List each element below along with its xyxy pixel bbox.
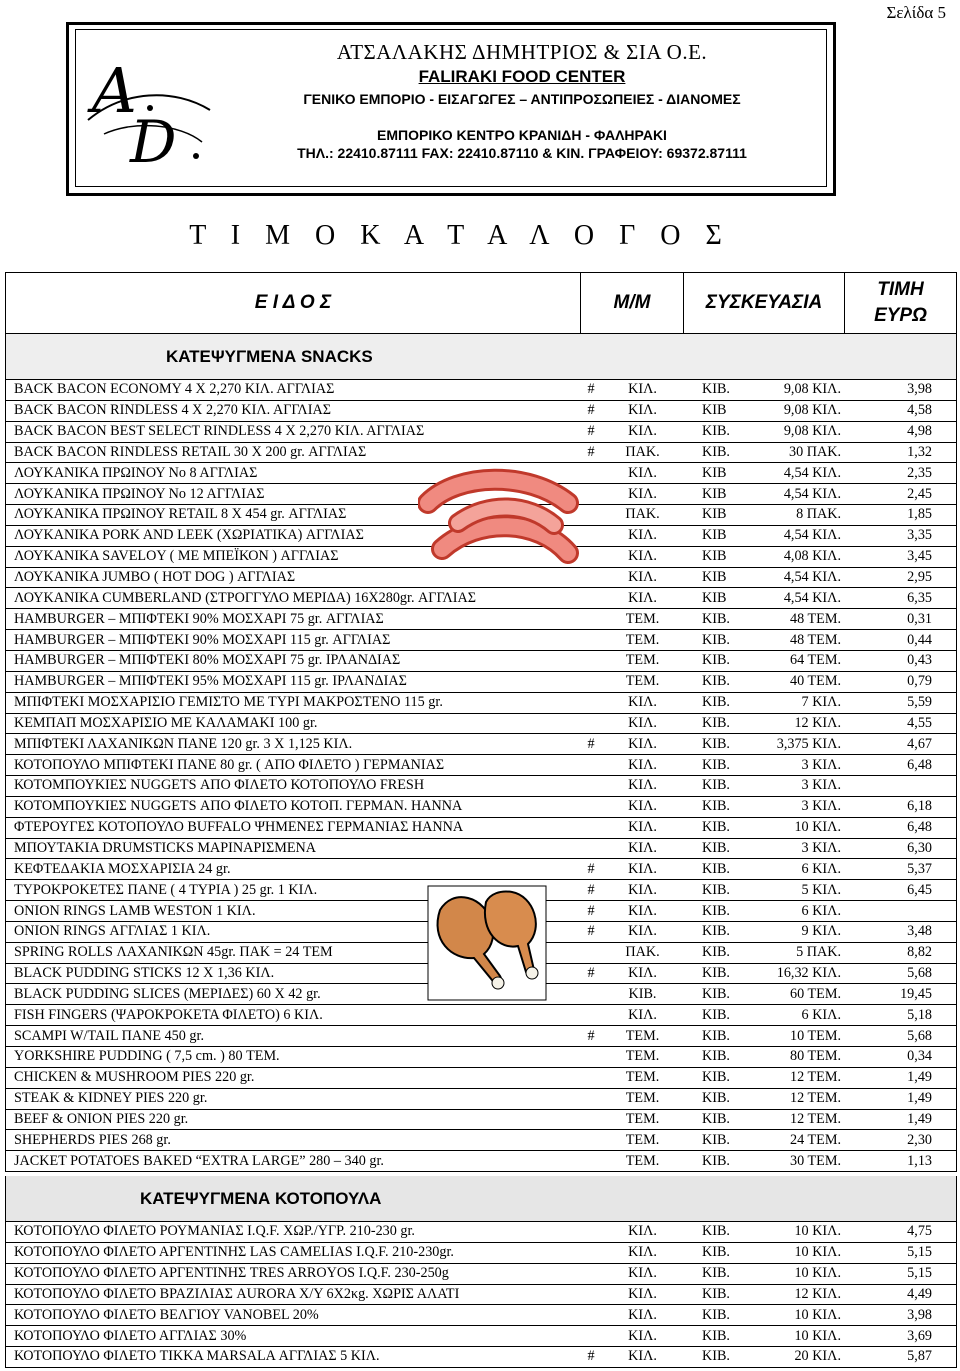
item-description: SHEPHERDS PIES 268 gr.	[14, 1131, 171, 1148]
item-unit: ΚΙΛ.	[628, 965, 657, 982]
item-package: ΚΙΒ.	[702, 965, 730, 982]
table-row	[5, 1222, 957, 1243]
item-package: ΚΙΒ.	[702, 944, 730, 961]
item-package: ΚΙΒ.	[702, 714, 730, 731]
item-quantity: 10 ΚΙΛ.	[794, 1306, 841, 1323]
item-unit: ΚΙΛ.	[628, 548, 657, 565]
item-package: ΚΙΒ	[702, 589, 727, 606]
item-package: ΚΙΒ.	[702, 694, 730, 711]
item-price: 5,68	[907, 1027, 932, 1044]
item-quantity: 4,54 ΚΙΛ.	[783, 569, 841, 586]
item-description: ΛΟΥΚΑΝΙΚΑ ΠΡΩΙΝΟΥ Νο 12 ΑΓΓΛΙΑΣ	[14, 485, 265, 502]
item-unit: ΚΙΛ.	[628, 1223, 657, 1240]
table-row	[5, 443, 957, 464]
item-price: 2,45	[907, 485, 932, 502]
item-description: ΛΟΥΚΑΝΙΚΑ ΠΡΩΙΝΟΥ RETAIL 8 X 454 gr. ΑΓΓΛΙΑΣ	[14, 506, 347, 523]
item-price: 2,30	[907, 1131, 932, 1148]
item-unit: ΤΕΜ.	[625, 1048, 660, 1065]
item-package: ΚΙΒ.	[702, 985, 730, 1002]
item-price: 19,45	[900, 985, 932, 1002]
item-package: ΚΙΒ.	[702, 881, 730, 898]
item-package: ΚΙΒ	[702, 569, 727, 586]
item-description: FISH FINGERS (ΨΑΡΟΚΡΟΚΕΤΑ ΦΙΛΕΤΟ) 6 ΚΙΛ.	[14, 1006, 323, 1023]
item-package: ΚΙΒ.	[702, 1306, 730, 1323]
header-price-line1: ΤΙΜΗ	[877, 279, 924, 300]
item-price: 0,44	[907, 631, 932, 648]
item-quantity: 60 ΤΕΜ.	[790, 985, 841, 1002]
item-price: 4,55	[907, 714, 932, 731]
item-price: 0,43	[907, 652, 932, 669]
header-unit: Μ/Μ	[581, 273, 684, 333]
table-row	[5, 797, 957, 818]
table-row	[5, 1130, 957, 1151]
item-package: ΚΙΒ.	[702, 1152, 730, 1169]
item-quantity: 4,54 ΚΙΛ.	[783, 464, 841, 481]
table-row	[5, 1151, 957, 1172]
item-unit: ΤΕΜ.	[625, 1131, 660, 1148]
item-package: ΚΙΒ.	[702, 860, 730, 877]
item-unit: ΤΕΜ.	[625, 1090, 660, 1107]
item-description: BEEF & ONION PIES 220 gr.	[14, 1110, 189, 1127]
item-description: YORKSHIRE PUDDING ( 7,5 cm. ) 80 ΤΕΜ.	[14, 1048, 280, 1065]
item-quantity: 64 ΤΕΜ.	[790, 652, 841, 669]
shop-name: FALIRAKI FOOD CENTER	[418, 67, 626, 86]
item-unit: ΚΙΛ.	[628, 1006, 657, 1023]
item-price: 5,18	[907, 1006, 932, 1023]
item-quantity: 12 ΚΙΛ.	[794, 714, 841, 731]
item-quantity: 4,08 ΚΙΛ.	[783, 548, 841, 565]
item-unit: ΚΙΛ.	[628, 1348, 657, 1365]
company-header-inner	[75, 29, 827, 187]
item-description: BLACK PUDDING STICKS 12 X 1,36 ΚΙΛ.	[14, 965, 275, 982]
item-unit: ΚΙΛ.	[628, 1306, 657, 1323]
item-description: ΛΟΥΚΑΝΙΚΑ PORK AND LEEK (ΧΩΡΙΑΤΙΚΑ) ΑΓΓΛΙΑΣ	[14, 527, 364, 544]
item-price: 5,15	[907, 1244, 932, 1261]
company-logo	[84, 50, 214, 170]
section-title-chicken: ΚΑΤΕΨΥΓΜΕΝΑ ΚΟΤΟΠΟΥΛΑ	[5, 1176, 957, 1222]
item-package: ΚΙΒ.	[702, 423, 730, 440]
item-unit: ΚΙΛ.	[628, 714, 657, 731]
item-quantity: 6 ΚΙΛ.	[801, 860, 841, 877]
item-quantity: 12 ΤΕΜ.	[790, 1090, 841, 1107]
item-description: ΚΟΤΟΠΟΥΛΟ ΦΙΛΕΤΟ ΑΡΓΕΝΤΙΝΗΣ LAS CAMELIAS I.Q.F. 210-230gr.	[14, 1244, 454, 1261]
item-price: 6,18	[907, 798, 932, 815]
svg-text:A: A	[92, 54, 137, 127]
item-price: 3,45	[907, 548, 932, 565]
item-package: ΚΙΒ.	[702, 1090, 730, 1107]
item-package: ΚΙΒ.	[702, 777, 730, 794]
item-quantity: 16,32 ΚΙΛ.	[776, 965, 841, 982]
item-description: ΚΟΤΟΠΟΥΛΟ ΦΙΛΕΤΟ ΡΟΥΜΑΝΙΑΣ I.Q.F. ΧΩΡ./ΥΓΡ. 210-230 gr.	[14, 1223, 415, 1240]
item-description: BACK BACON RINDLESS RETAIL 30 X 200 gr. ΑΓΓΛΙΑΣ	[14, 443, 367, 460]
item-unit: ΤΕΜ.	[625, 1069, 660, 1086]
table-row	[5, 1068, 957, 1089]
item-unit: ΤΕΜ.	[625, 652, 660, 669]
table-row	[5, 1089, 957, 1110]
table-row	[5, 1005, 957, 1026]
item-quantity: 9,08 ΚΙΛ.	[783, 423, 841, 440]
table-row	[5, 630, 957, 651]
item-mark: #	[587, 381, 595, 398]
item-quantity: 10 ΚΙΛ.	[794, 819, 841, 836]
item-unit: ΚΙΛ.	[628, 402, 657, 419]
company-address: ΕΜΠΟΡΙΚΟ ΚΕΝΤΡΟ ΚΡΑΝΙΔΗ - ΦΑΛΗΡΑΚΙ	[377, 127, 667, 143]
item-unit: ΚΙΛ.	[628, 589, 657, 606]
item-price: 4,49	[907, 1285, 932, 1302]
item-unit: ΚΙΒ.	[628, 985, 657, 1002]
item-package: ΚΙΒ.	[702, 756, 730, 773]
item-package: ΚΙΒ	[702, 548, 727, 565]
item-description: HAMBURGER – ΜΠΙΦΤΕΚΙ 90% ΜΟΣΧΑΡΙ 75 gr. ΑΓΓΛΙΑΣ	[14, 610, 384, 627]
item-mark: #	[587, 443, 595, 460]
table-row	[5, 380, 957, 401]
item-unit: ΚΙΛ.	[628, 1285, 657, 1302]
chicken-rows	[5, 1222, 957, 1368]
table-row	[5, 1347, 957, 1368]
item-unit: ΚΙΛ.	[628, 839, 657, 856]
item-package: ΚΙΒ.	[702, 652, 730, 669]
item-unit: ΠΑΚ.	[625, 944, 660, 961]
item-description: ΚΕΜΠΑΠ ΜΟΣΧΑΡΙΣΙΟ ΜΕ ΚΑΛΑΜΑΚΙ 100 gr.	[14, 714, 318, 731]
item-description: BLACK PUDDING SLICES (ΜΕΡΙΔΕΣ) 60 X 42 gr.	[14, 985, 321, 1002]
item-package: ΚΙΒ	[702, 485, 727, 502]
item-unit: ΤΕΜ.	[625, 1110, 660, 1127]
item-quantity: 5 ΠΑΚ.	[796, 944, 841, 961]
item-description: ΚΟΤΟΠΟΥΛΟ ΦΙΛΕΤΟ ΒΡΑΖΙΛΙΑΣ AURORA X/Y 6X2κg. ΧΩΡΙΣ ΑΛΑΤΙ	[14, 1285, 460, 1302]
table-row	[5, 588, 957, 609]
item-description: BACK BACON BEST SELECT RINDLESS 4 X 2,270 ΚΙΛ. ΑΓΓΛΙΑΣ	[14, 423, 425, 440]
item-description: ΚΟΤΟΜΠΟΥΚΙΕΣ NUGGETS ΑΠΟ ΦΙΛΕΤΟ ΚΟΤΟΠΟΥΛΟ FRESH	[14, 777, 425, 794]
item-quantity: 48 ΤΕΜ.	[790, 631, 841, 648]
item-unit: ΚΙΛ.	[628, 1265, 657, 1282]
table-row	[5, 609, 957, 630]
table-row	[5, 1305, 957, 1326]
item-description: ΛΟΥΚΑΝΙΚΑ JUMBO ( HOT DOG ) ΑΓΓΛΙΑΣ	[14, 569, 296, 586]
item-package: ΚΙΒ.	[702, 1265, 730, 1282]
item-price: 5,37	[907, 860, 932, 877]
header-item: Ε Ι Δ Ο Σ	[6, 273, 581, 333]
company-phones: ΤΗΛ.: 22410.87111 FAX: 22410.87110 & ΚΙΝ. ΓΡΑΦΕΙΟΥ: 69372.87111	[297, 145, 747, 161]
item-quantity: 30 ΠΑΚ.	[788, 443, 841, 460]
item-unit: ΤΕΜ.	[625, 1027, 660, 1044]
item-unit: ΚΙΛ.	[628, 423, 657, 440]
header-price	[845, 273, 956, 333]
item-package: ΚΙΒ.	[702, 1285, 730, 1302]
item-quantity: 4,54 ΚΙΛ.	[783, 485, 841, 502]
item-unit: ΚΙΛ.	[628, 1327, 657, 1344]
item-quantity: 4,54 ΚΙΛ.	[783, 589, 841, 606]
table-row	[5, 818, 957, 839]
item-description: ΜΠΙΦΤΕΚΙ ΜΟΣΧΑΡΙΣΙΟ ΓΕΜΙΣΤΟ ΜΕ ΤΥΡΙ ΜΑΚΡΟΣΤΕΝΟ 115 gr.	[14, 694, 443, 711]
item-quantity: 10 ΚΙΛ.	[794, 1327, 841, 1344]
item-price: 5,15	[907, 1265, 932, 1282]
item-quantity: 10 ΤΕΜ.	[790, 1027, 841, 1044]
item-package: ΚΙΒ.	[702, 798, 730, 815]
item-package: ΚΙΒ	[702, 402, 727, 419]
item-unit: ΤΕΜ.	[625, 631, 660, 648]
item-package: ΚΙΒ.	[702, 1327, 730, 1344]
item-price: 3,98	[907, 1306, 932, 1323]
item-quantity: 12 ΤΕΜ.	[790, 1110, 841, 1127]
item-package: ΚΙΒ.	[702, 819, 730, 836]
item-price: 6,48	[907, 819, 932, 836]
table-row	[5, 1285, 957, 1306]
item-description: HAMBURGER – ΜΠΙΦΤΕΚΙ 95% ΜΟΣΧΑΡΙ 115 gr. ΙΡΛΑΝΔΙΑΣ	[14, 673, 407, 690]
item-description: BACK BACON ECONOMY 4 X 2,270 ΚΙΛ. ΑΓΓΛΙΑΣ	[14, 381, 335, 398]
item-quantity: 10 ΚΙΛ.	[794, 1265, 841, 1282]
item-mark: #	[587, 423, 595, 440]
company-activity: ΓΕΝΙΚΟ ΕΜΠΟΡΙΟ - ΕΙΣΑΓΩΓΕΣ – ΑΝΤΙΠΡΟΣΩΠΕΙΕΣ - ΔΙΑΝΟΜΕΣ	[303, 91, 741, 107]
item-mark: #	[587, 923, 595, 940]
item-package: ΚΙΒ	[702, 527, 727, 544]
item-unit: ΠΑΚ.	[625, 443, 660, 460]
table-row	[5, 422, 957, 443]
item-quantity: 80 ΤΕΜ.	[790, 1048, 841, 1065]
item-package: ΚΙΒ	[702, 506, 727, 523]
item-price: 2,35	[907, 464, 932, 481]
item-package: ΚΙΒ.	[702, 1048, 730, 1065]
table-row	[5, 839, 957, 860]
item-package: ΚΙΒ.	[702, 1069, 730, 1086]
item-unit: ΚΙΛ.	[628, 464, 657, 481]
item-description: ΤΥΡΟΚΡΟΚΕΤΕΣ ΠΑΝΕ ( 4 ΤΥΡΙΑ ) 25 gr. 1 ΚΙΛ.	[14, 881, 318, 898]
item-description: STEAK & KIDNEY PIES 220 gr.	[14, 1090, 208, 1107]
item-quantity: 10 ΚΙΛ.	[794, 1223, 841, 1240]
item-unit: ΚΙΛ.	[628, 777, 657, 794]
table-row	[5, 651, 957, 672]
item-unit: ΚΙΛ.	[628, 694, 657, 711]
table-header	[5, 272, 957, 334]
item-package: ΚΙΒ.	[702, 1110, 730, 1127]
item-price: 6,35	[907, 589, 932, 606]
item-quantity: 12 ΤΕΜ.	[790, 1069, 841, 1086]
item-quantity: 30 ΤΕΜ.	[790, 1152, 841, 1169]
item-mark: #	[587, 402, 595, 419]
item-package: ΚΙΒ.	[702, 1131, 730, 1148]
item-quantity: 3,375 ΚΙΛ.	[776, 735, 841, 752]
item-quantity: 6 ΚΙΛ.	[801, 1006, 841, 1023]
table-row	[5, 1047, 957, 1068]
table-row	[5, 734, 957, 755]
item-description: HAMBURGER – ΜΠΙΦΤΕΚΙ 80% ΜΟΣΧΑΡΙ 75 gr. ΙΡΛΑΝΔΙΑΣ	[14, 652, 401, 669]
item-description: ΚΟΤΟΠΟΥΛΟ ΦΙΛΕΤΟ ΑΡΓΕΝΤΙΝΗΣ TRES ARROYOS I.Q.F. 230-250g	[14, 1265, 449, 1282]
table-row	[5, 776, 957, 797]
item-mark: #	[587, 881, 595, 898]
item-price: 4,98	[907, 423, 932, 440]
item-unit: ΚΙΛ.	[628, 1244, 657, 1261]
item-unit: ΤΕΜ.	[625, 673, 660, 690]
section-title-snacks: ΚΑΤΕΨΥΓΜΕΝΑ SNACKS	[5, 334, 957, 380]
item-price: 6,30	[907, 839, 932, 856]
item-unit: ΤΕΜ.	[625, 610, 660, 627]
item-quantity: 7 ΚΙΛ.	[801, 694, 841, 711]
item-quantity: 12 ΚΙΛ.	[794, 1285, 841, 1302]
item-unit: ΚΙΛ.	[628, 860, 657, 877]
item-package: ΚΙΒ.	[702, 1027, 730, 1044]
item-unit: ΚΙΛ.	[628, 881, 657, 898]
item-mark: #	[587, 860, 595, 877]
table-row	[5, 1110, 957, 1131]
item-price: 4,75	[907, 1223, 932, 1240]
item-description: ONION RINGS LAMB WESTON 1 ΚΙΛ.	[14, 902, 256, 919]
item-unit: ΤΕΜ.	[625, 1152, 660, 1169]
item-package: ΚΙΒ.	[702, 631, 730, 648]
item-description: ΚΟΤΟΠΟΥΛΟ ΦΙΛΕΤΟ ΒΕΛΓΙΟΥ VANOBEL 20%	[14, 1306, 319, 1323]
item-description: ΛΟΥΚΑΝΙΚΑ ΠΡΩΙΝΟΥ Νο 8 ΑΓΓΛΙΑΣ	[14, 464, 258, 481]
item-quantity: 5 ΚΙΛ.	[801, 881, 841, 898]
svg-text:D: D	[130, 108, 177, 170]
item-unit: ΚΙΛ.	[628, 527, 657, 544]
item-quantity: 6 ΚΙΛ.	[801, 902, 841, 919]
item-price: 5,68	[907, 965, 932, 982]
table-row	[5, 1264, 957, 1285]
table-row	[5, 401, 957, 422]
item-quantity: 24 ΤΕΜ.	[790, 1131, 841, 1148]
header-pack: ΣΥΣΚΕΥΑΣΙΑ	[684, 273, 845, 333]
table-row	[5, 1326, 957, 1347]
item-unit: ΚΙΛ.	[628, 923, 657, 940]
item-description: JACKET POTATOES BAKED “EXTRA LARGE” 280 – 340 gr.	[14, 1152, 384, 1169]
item-price: 0,34	[907, 1048, 932, 1065]
item-quantity: 40 ΤΕΜ.	[790, 673, 841, 690]
item-package: ΚΙΒ.	[702, 1244, 730, 1261]
company-header	[66, 22, 836, 196]
item-price: 4,58	[907, 402, 932, 419]
item-description: SPRING ROLLS ΛΑΧΑΝΙΚΩΝ 45gr. ΠΑΚ = 24 ΤΕΜ	[14, 944, 333, 961]
item-package: ΚΙΒ.	[702, 610, 730, 627]
item-price: 0,79	[907, 673, 932, 690]
catalog-title: Τ Ι Μ Ο Κ Α Τ Α Λ Ο Γ Ο Σ	[189, 220, 731, 251]
table-row	[5, 755, 957, 776]
item-quantity: 3 ΚΙΛ.	[801, 839, 841, 856]
item-quantity: 20 ΚΙΛ.	[794, 1348, 841, 1365]
item-price: 8,82	[907, 944, 932, 961]
item-description: BACK BACON RINDLESS 4 X 2,270 ΚΙΛ. ΑΓΓΛΙΑΣ	[14, 402, 331, 419]
item-quantity: 9,08 ΚΙΛ.	[783, 402, 841, 419]
item-quantity: 4,54 ΚΙΛ.	[783, 527, 841, 544]
table-row	[5, 693, 957, 714]
item-price: 2,95	[907, 569, 932, 586]
item-package: ΚΙΒ.	[702, 839, 730, 856]
item-description: ΛΟΥΚΑΝΙΚΑ CUMBERLAND (ΣΤΡΟΓΓΥΛΟ ΜΕΡΙΔΑ) 16X280gr. ΑΓΓΛΙΑΣ	[14, 589, 477, 606]
item-description: ONION RINGS ΑΓΓΛΙΑΣ 1 ΚΙΛ.	[14, 923, 211, 940]
item-quantity: 48 ΤΕΜ.	[790, 610, 841, 627]
item-package: ΚΙΒ	[702, 464, 727, 481]
item-mark: #	[587, 1348, 595, 1365]
item-description: CHICKEN & MUSHROOM PIES 220 gr.	[14, 1069, 255, 1086]
item-package: ΚΙΒ.	[702, 443, 730, 460]
item-package: ΚΙΒ.	[702, 673, 730, 690]
item-description: ΚΟΤΟΠΟΥΛΟ ΦΙΛΕΤΟ ΑΓΓΛΙΑΣ 30%	[14, 1327, 247, 1344]
item-description: ΚΟΤΟΠΟΥΛΟ ΦΙΛΕΤΟ TIKKA MARSALA ΑΓΓΛΙΑΣ 5 ΚΙΛ.	[14, 1348, 380, 1365]
item-price: 4,67	[907, 735, 932, 752]
item-unit: ΚΙΛ.	[628, 819, 657, 836]
header-price-line2: ΕΥΡΩ	[874, 305, 927, 326]
item-quantity: 9,08 ΚΙΛ.	[783, 381, 841, 398]
item-quantity: 10 ΚΙΛ.	[794, 1244, 841, 1261]
item-description: HAMBURGER – ΜΠΙΦΤΕΚΙ 90% ΜΟΣΧΑΡΙ 115 gr. ΑΓΓΛΙΑΣ	[14, 631, 391, 648]
item-quantity: 3 ΚΙΛ.	[801, 798, 841, 815]
item-unit: ΚΙΛ.	[628, 902, 657, 919]
item-unit: ΚΙΛ.	[628, 485, 657, 502]
item-price: 1,49	[907, 1069, 932, 1086]
item-mark: #	[587, 902, 595, 919]
item-quantity: 9 ΚΙΛ.	[801, 923, 841, 940]
item-package: ΚΙΒ.	[702, 1348, 730, 1365]
item-quantity: 3 ΚΙΛ.	[801, 756, 841, 773]
item-quantity: 3 ΚΙΛ.	[801, 777, 841, 794]
item-unit: ΚΙΛ.	[628, 756, 657, 773]
item-mark: #	[587, 965, 595, 982]
item-price: 3,48	[907, 923, 932, 940]
item-description: ΚΟΤΟΜΠΟΥΚΙΕΣ NUGGETS ΑΠΟ ΦΙΛΕΤΟ ΚΟΤΟΠ. ΓΕΡΜΑΝ. HANNA	[14, 798, 463, 815]
item-price: 5,59	[907, 694, 932, 711]
item-price: 1,13	[907, 1152, 932, 1169]
item-description: ΜΠΟΥΤΑΚΙΑ DRUMSTICKS ΜΑΡΙΝΑΡΙΣΜΕΝΑ	[14, 839, 317, 856]
item-description: ΦΤΕΡΟΥΓΕΣ ΚΟΤΟΠΟΥΛΟ BUFFALO ΨΗΜΕΝΕΣ ΓΕΡΜΑΝΙΑΣ HANNA	[14, 819, 464, 836]
item-description: ΚΕΦΤΕΔΑΚΙΑ ΜΟΣΧΑΡΙΣΙΑ 24 gr.	[14, 860, 231, 877]
item-unit: ΠΑΚ.	[625, 506, 660, 523]
item-package: ΚΙΒ.	[702, 1223, 730, 1240]
item-description: ΜΠΙΦΤΕΚΙ ΛΑΧΑΝΙΚΩΝ ΠΑΝΕ 120 gr. 3 Χ 1,125 ΚΙΛ.	[14, 735, 353, 752]
table-row	[5, 1026, 957, 1047]
item-package: ΚΙΒ.	[702, 735, 730, 752]
item-mark: #	[587, 1027, 595, 1044]
table-row	[5, 672, 957, 693]
item-package: ΚΙΒ.	[702, 381, 730, 398]
item-description: ΛΟΥΚΑΝΙΚΑ SAVELOY ( ΜΕ ΜΠΕΪΚΟΝ ) ΑΓΓΛΙΑΣ	[14, 548, 339, 565]
item-description: ΚΟΤΟΠΟΥΛΟ ΜΠΙΦΤΕΚΙ ΠΑΝΕ 80 gr. ( ΑΠΟ ΦΙΛΕΤΟ ) ΓΕΡΜΑΝΙΑΣ	[14, 756, 445, 773]
item-price: 6,45	[907, 881, 932, 898]
chicken-drumsticks-illustration	[422, 880, 552, 1005]
item-unit: ΚΙΛ.	[628, 735, 657, 752]
item-description: SCAMPI W/TAIL ΠΑΝΕ 450 gr.	[14, 1027, 204, 1044]
item-package: ΚΙΒ.	[702, 1006, 730, 1023]
item-price: 5,87	[907, 1348, 932, 1365]
item-unit: ΚΙΛ.	[628, 381, 657, 398]
item-quantity: 8 ΠΑΚ.	[796, 506, 841, 523]
table-row	[5, 859, 957, 880]
item-price: 3,98	[907, 381, 932, 398]
item-mark: #	[587, 735, 595, 752]
table-row	[5, 1243, 957, 1264]
item-price: 1,32	[907, 443, 932, 460]
item-package: ΚΙΒ.	[702, 923, 730, 940]
sausages-illustration	[418, 463, 580, 571]
item-price: 1,85	[907, 506, 932, 523]
company-name: ΑΤΣΑΛΑΚΗΣ ΔΗΜΗΤΡΙΟΣ & ΣΙΑ Ο.Ε.	[336, 40, 708, 64]
item-price: 1,49	[907, 1090, 932, 1107]
table-row	[5, 714, 957, 735]
item-price: 6,48	[907, 756, 932, 773]
item-price: 3,69	[907, 1327, 932, 1344]
item-unit: ΚΙΛ.	[628, 569, 657, 586]
item-price: 1,49	[907, 1110, 932, 1127]
item-price: 0,31	[907, 610, 932, 627]
page-number: Σελίδα 5	[886, 3, 946, 22]
item-price: 3,35	[907, 527, 932, 544]
item-unit: ΚΙΛ.	[628, 798, 657, 815]
item-package: ΚΙΒ.	[702, 902, 730, 919]
